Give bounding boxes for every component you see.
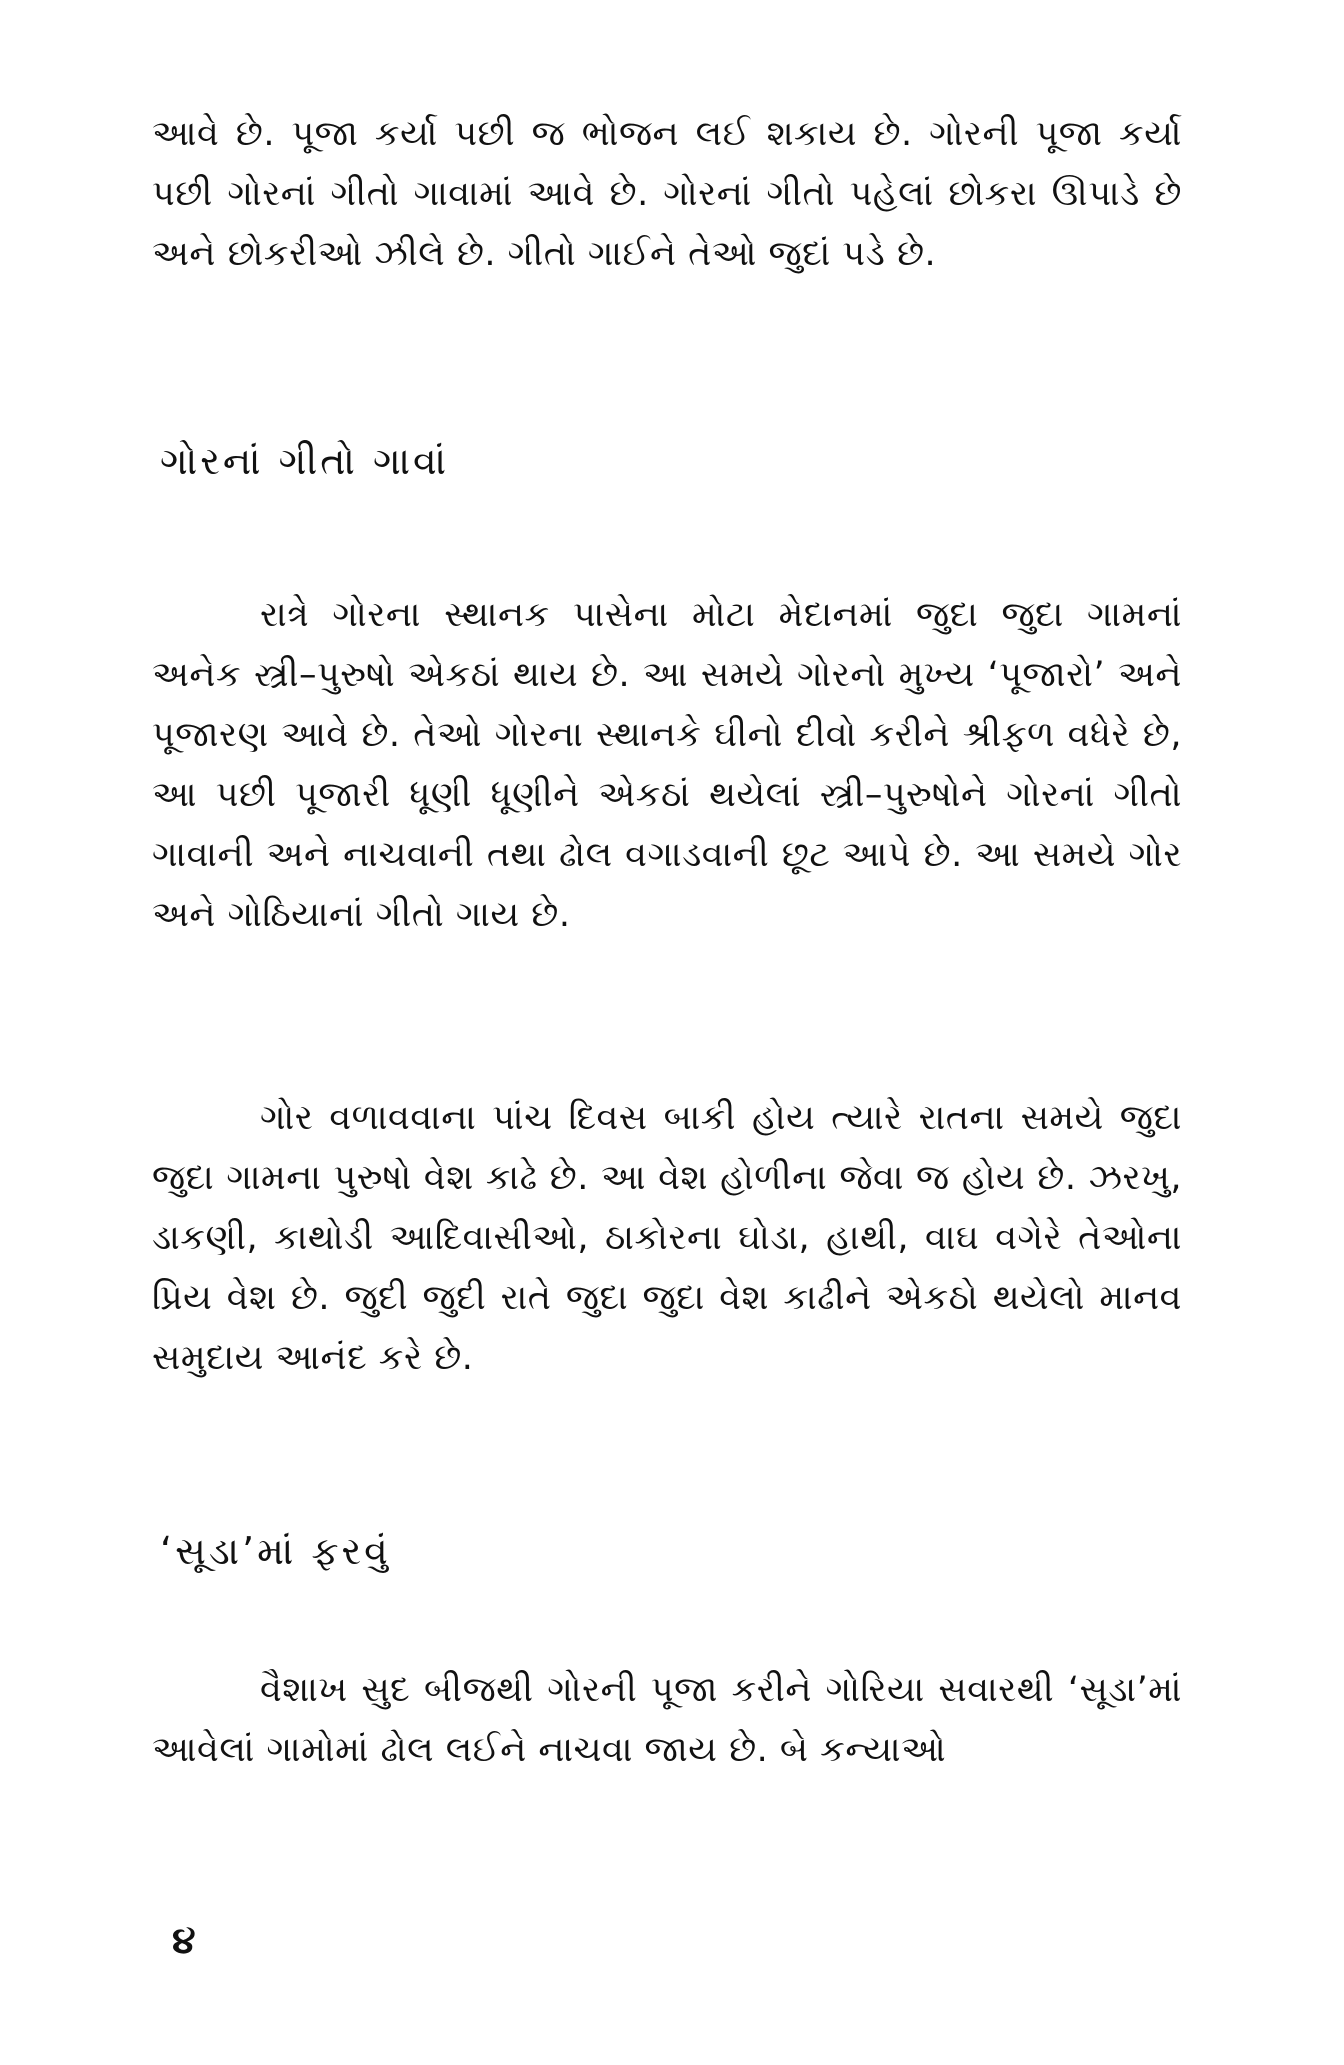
paragraph-costumes [152, 1088, 1182, 1388]
paragraph-text: ગોર વળાવવાના પાંચ દિવસ બાકી હોય ત્યારે રાતના સમયે જુદા જુદા ગામના પુરુષો વેશ કાઢે છે. આ વેશ હોળીના જેવા જ હોય છે. ઝરખુ, ડાકણી, કાથોડી આદિવાસીઓ, ઠાકોરના ઘોડા, હાથી, વાઘ વગેરે તેઓના પ્રિય વેશ છે. જુદી જુદી રાતે જુદા જુદા વેશ કાઢીને એકઠો થયેલો માનવ સમુદાય આનંદ કરે છે. [152, 1098, 1182, 1378]
paragraph-text: આવે છે. પૂજા કર્યા પછી જ ભોજન લઈ શકાય છે. ગોરની પૂજા કર્યા પછી ગોરનાં ગીતો ગાવામાં આવે છે. ગોરનાં ગીતો પહેલાં છોકરા ઊપાડે છે અને છોકરીઓ ઝીલે છે. ગીતો ગાઈને તેઓ જુદાં પડે છે. [152, 114, 1182, 274]
paragraph-text: રાત્રે ગોરના સ્થાનક પાસેના મોટા મેદાનમાં જુદા જુદા ગામનાં અનેક સ્ત્રી–પુરુષો એકઠાં થાય છે. આ સમયે ગોરનો મુખ્ય ‘પૂજારો’ અને પૂજારણ આવે છે. તેઓ ગોરના સ્થાનકે ઘીનો દીવો કરીને શ્રીફળ વધેરે છે, આ પછી પૂજારી ધૂણી ધૂણીને એકઠાં થયેલાં સ્ત્રી–પુરુષોને ગોરનાં ગીતો ગાવાની અને નાચવાની તથા ઢોલ વગાડવાની છૂટ આપે છે. આ સમયે ગોર અને ગોઠિયાનાં ગીતો ગાય છે. [152, 595, 1182, 935]
section-heading-suda: ‘સૂડા’માં ફરવું [160, 1529, 391, 1573]
section-heading-gor-songs: ગોરનાં ગીતો ગાવાં [160, 439, 450, 483]
paragraph-vaishakh [152, 1660, 1182, 1780]
page-number: ૪ [172, 1918, 196, 1962]
paragraph-text: વૈશાખ સુદ બીજથી ગોરની પૂજા કરીને ગોરિયા સવારથી ‘સૂડા’માં આવેલાં ગામોમાં ઢોલ લઈને નાચવા જાય છે. બે કન્યાઓ [152, 1670, 1182, 1770]
paragraph-continuation [152, 104, 1182, 284]
paragraph-night-gathering [152, 585, 1182, 945]
